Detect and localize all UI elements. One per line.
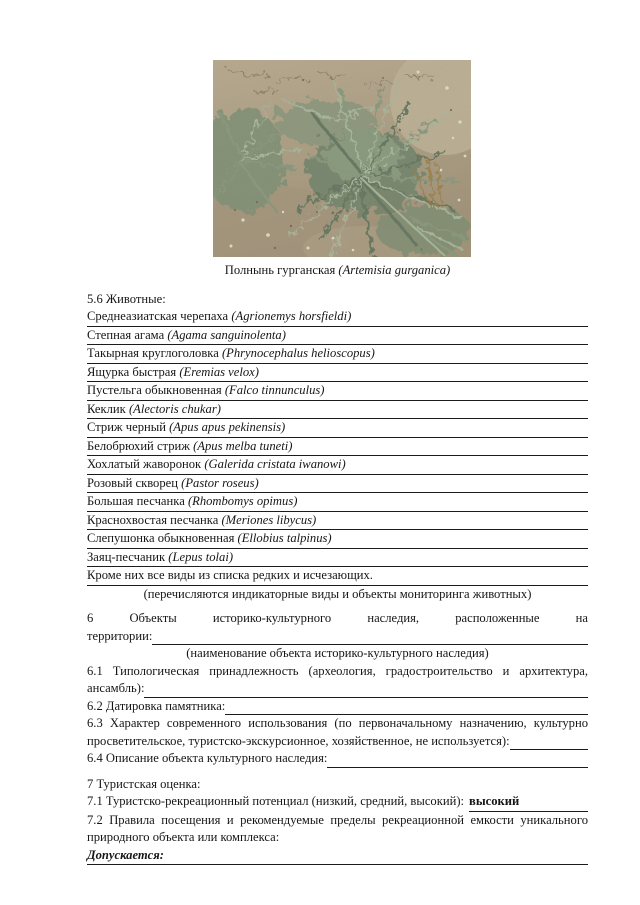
animal-name-lat: (Meriones libycus): [221, 512, 317, 527]
blank-field-line: [523, 793, 588, 812]
animal-row: [87, 475, 588, 494]
animal-name-ru: Заяц-песчаник: [87, 549, 166, 564]
section-6-footnote: (наименование объекта историко-культурного наследия): [186, 646, 489, 660]
animal-name-lat: (Apus melba tuneti): [193, 438, 293, 453]
animal-name-ru: Слепушонка обыкновенная: [87, 531, 235, 545]
blank-field-line: [510, 733, 588, 751]
animal-name-ru: Кеклик: [87, 401, 126, 416]
animal-name-lat: (Eremias velox): [179, 364, 259, 379]
field-dating-label: 6.2 Датировка памятника:: [87, 698, 226, 713]
animal-row: [87, 401, 588, 420]
field-potential-label: 7.1 Туристско-рекреационный потенциал (низкий, средний, высокий):: [87, 794, 465, 808]
animal-name-lat: (Galerida cristata iwanowi): [204, 457, 346, 471]
animals-closing-row: [87, 567, 588, 586]
animals-closing-text: Кроме них все виды из списка редких и исчезающих.: [87, 568, 373, 582]
animal-name-ru: Большая песчанка: [87, 494, 185, 508]
item-7-2-line1: 7.2 Правила посещения и рекомендуемые пределы рекреационной емкости уникального: [87, 812, 588, 827]
item-6-3-line1: 6.3 Характер современного использования (по первоначальному назначению, культурно: [87, 716, 588, 730]
section-5-6-heading: 5.6 Животные:: [87, 291, 166, 306]
field-potential-value: высокий: [469, 793, 523, 812]
animal-row: [87, 549, 588, 568]
animal-row: [87, 512, 588, 531]
animals-footnote: (перечисляются индикаторные виды и объекты мониторинга животных): [143, 586, 532, 601]
animal-name-ru: Такырная круглоголовка: [87, 346, 219, 360]
caption-ru: Полнынь гурганская: [224, 263, 336, 277]
animal-name-lat: (Apus apus pekinensis): [169, 420, 286, 434]
animal-name-lat: (Pastor roseus): [181, 475, 259, 490]
animal-name-lat: (Agrionemys horsfieldi): [231, 309, 352, 323]
blank-field-line: [152, 628, 588, 646]
section-7: [87, 776, 588, 866]
animal-name-ru: Пустельга обыкновенная: [87, 383, 222, 397]
plant-photo: [213, 60, 471, 257]
animal-row: [87, 345, 588, 364]
blank-field-line: [164, 847, 588, 866]
photo-caption: [87, 262, 588, 280]
field-ensemble-label: ансамбль):: [87, 681, 145, 695]
animal-row: [87, 456, 588, 475]
photo-grain: [213, 60, 471, 257]
animal-name-lat: (Alectoris chukar): [128, 401, 221, 416]
animal-name-ru: Среднеазиатская черепаха: [87, 309, 229, 323]
animal-name-ru: Розовый скворец: [87, 475, 178, 490]
field-usage: [87, 733, 588, 751]
animal-row: [87, 308, 588, 327]
field-usage-label: просветительское, туристско-экскурсионное, хозяйственное, не используется):: [87, 733, 510, 748]
animal-row: [87, 493, 588, 512]
animal-name-ru: Степная агама: [87, 327, 165, 342]
field-description: [87, 750, 588, 768]
animal-name-lat: (Ellobius talpinus): [237, 531, 332, 545]
animal-name-lat: (Rhombomys opimus): [187, 494, 298, 508]
animal-row: [87, 438, 588, 457]
section-7-heading: 7 Туристская оценка:: [87, 776, 201, 791]
section-6: [87, 610, 588, 768]
animal-name-ru: Хохлатый жаворонок: [87, 457, 202, 471]
field-potential: [87, 793, 588, 812]
animal-name-lat: (Lepus tolai): [168, 549, 234, 564]
animal-name-lat: (Phrynocephalus helioscopus): [221, 346, 375, 360]
animal-row: [87, 364, 588, 383]
field-dating: [87, 698, 588, 716]
section-6-title-line: 6 Объекты историко-культурного наследия, расположенные на: [87, 611, 588, 625]
animal-row: [87, 530, 588, 549]
animal-name-ru: Краснохвостая песчанка: [87, 512, 219, 527]
animal-name-lat: (Falco tinnunculus): [224, 383, 325, 397]
field-description-label: 6.4 Описание объекта культурного наследия:: [87, 751, 328, 765]
blank-field-line: [144, 680, 588, 698]
field-ensemble: [87, 680, 588, 698]
blank-field-line: [327, 750, 588, 768]
field-territory-label: территории:: [87, 628, 153, 643]
animal-row: [87, 382, 588, 401]
animal-name-ru: Белобрюхий стриж: [87, 438, 190, 453]
page-content: [87, 60, 588, 865]
item-7-2-line2: природного объекта или комплекса:: [87, 830, 280, 844]
animal-name-ru: Ящурка быстрая: [87, 364, 177, 379]
animal-row: [87, 419, 588, 438]
field-allowed: [87, 847, 588, 866]
caption-latin: (Artemisia gurganica): [338, 263, 451, 277]
item-6-1-line1: 6.1 Типологическая принадлежность (археология, градостроительство и архитектура,: [87, 663, 588, 678]
animal-name-ru: Стриж черный: [87, 420, 166, 434]
field-territory: [87, 628, 588, 646]
field-allowed-label: Допускается:: [87, 847, 164, 866]
blank-field-line: [225, 698, 588, 716]
animal-row: [87, 327, 588, 346]
animal-name-lat: (Agama sanguinolenta): [167, 327, 286, 342]
